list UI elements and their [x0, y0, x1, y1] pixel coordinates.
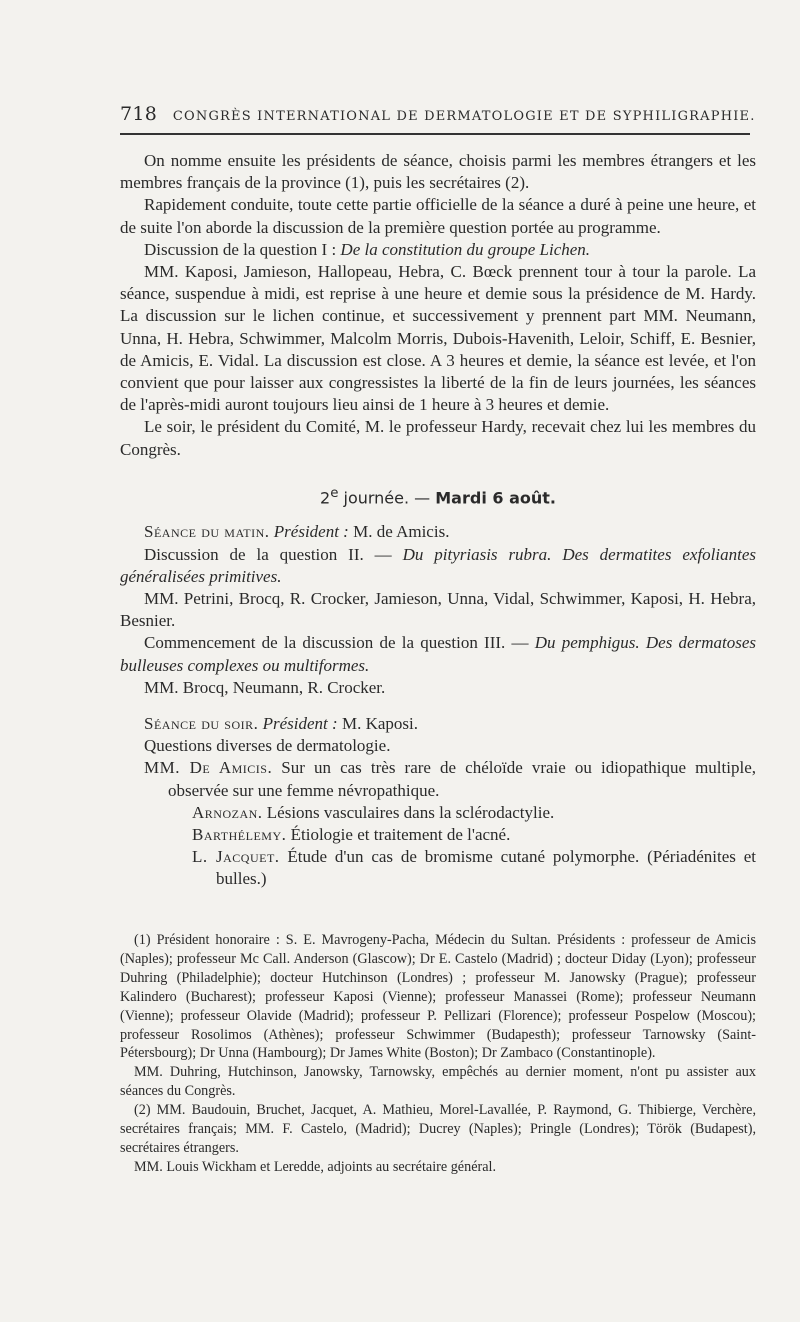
- communication-title: Lésions vasculaires dans la sclérodactylie.: [262, 802, 555, 822]
- footnotes: [120, 931, 756, 1177]
- paragraph: MM. Brocq, Neumann, R. Crocker.: [144, 677, 386, 697]
- footnote: (1) Président honoraire : S. E. Mavrogeny-Pacha, Médecin du Sultan. Présidents : professeur de Amicis (Naples); professeur Mc Call. Anderson (Glascow); Dr E. Castelo (Madrid) ; docteur Diday (Lyon); professeur Duhring (Philadelphie); docteur Hutchinson (Londres) ; professeur M. Janowsky (Prague); professeur Kalindero (Bucharest); professeur Kaposi (Vienne); professeur Manassei (Rome); professeur Neumann (Vienne); professeur Olavide (Madrid); professeur P. Pellizari (Florence); professeur Pospelow (Moscou); professeur Rosolimos (Athènes); professeur Schwimmer (Budapesth); professeur Tarnowsky (Saint-Pétersbourg); Dr Unna (Hambourg); Dr James White (Boston); Dr Zambaco (Constantinople).: [120, 932, 756, 1062]
- paragraph: On nomme ensuite les présidents de séance, choisis parmi les membres étrangers et les membres français de la province (1), puis les secrétaires (2).: [120, 151, 756, 193]
- day-word: journée. —: [338, 488, 436, 508]
- paragraph: [120, 632, 756, 676]
- paragraph: MM. Petrini, Brocq, R. Crocker, Jamieson, Unna, Vidal, Schwimmer, Kaposi, H. Hebra, Besnier.: [120, 588, 756, 631]
- communication: [120, 824, 756, 846]
- header-rule: [120, 133, 750, 135]
- communication: [120, 846, 756, 890]
- paragraph: Le soir, le président du Comité, M. le professeur Hardy, recevait chez lui les membres du Congrès.: [120, 417, 756, 459]
- speaker: L. Jacquet.: [192, 847, 280, 867]
- running-header: [120, 103, 760, 125]
- paragraph: MM. Kaposi, Jamieson, Hallopeau, Hebra, C. Bœck prennent tour à tour la parole. La séance, suspendue à midi, est reprise à une heure et demie sous la présidence de M. Hardy. La discussion sur le lichen continue, et successivement y prennent part MM. Neumann, Unna, H. Hebra, Schwimmer, Malcolm Morris, Dubois-Havenith, Leloir, Schiff, E. Besnier, de Amicis, E. Vidal. La discussion est close. A 3 heures et demie, la séance est levée, et l'on convient que pour laisser aux congressistes la liberté de la fin de leurs journées, les séances de l'après-midi auront toujours lieu ainsi de 1 heure à 3 heures et demie.: [120, 262, 756, 415]
- day-date: Mardi 6 août.: [435, 488, 556, 508]
- day-heading: [120, 483, 756, 510]
- president-name: M. de Amicis.: [353, 522, 450, 542]
- paragraph: [120, 544, 756, 588]
- paragraph: Rapidement conduite, toute cette partie officielle de la séance a duré à peine une heure, et de suite l'on aborde la discussion de la première question portée au programme.: [120, 195, 756, 237]
- communication: [120, 757, 756, 801]
- communication-title: Sur un cas très rare de chéloïde vraie ou idiopathique multiple, observée sur une femme névropathique.: [168, 758, 756, 800]
- text: Discussion de la question II. —: [144, 544, 403, 564]
- paragraph: Questions diverses de dermatologie.: [144, 736, 391, 756]
- day-sup: e: [330, 485, 339, 501]
- main-text: [120, 150, 756, 891]
- session-heading: [120, 521, 756, 543]
- footnote: (2) MM. Baudouin, Bruchet, Jacquet, A. Mathieu, Morel-Lavallée, P. Raymond, G. Thibierge, Verchère, secrétaires français; MM. F. Castelo, (Madrid); Ducrey (Naples); Pringle (Londres); Török (Budapest), secrétaires étrangers.: [120, 1102, 756, 1156]
- running-title: CONGRÈS INTERNATIONAL DE DERMATOLOGIE ET DE SYPHILIGRAPHIE.: [172, 109, 756, 124]
- spacer: [120, 699, 756, 713]
- communication-title: Étiologie et traitement de l'acné.: [286, 825, 511, 845]
- communication: [120, 802, 756, 824]
- question-title: Du pityriasis rubra. Des dermatites exfoliantes généralisées primitives.: [120, 544, 756, 586]
- page-number: 718: [120, 103, 158, 125]
- session-label: Séance du matin.: [144, 522, 270, 542]
- text: Discussion de la question I :: [144, 239, 341, 259]
- session-heading: [120, 713, 756, 735]
- footnote: MM. Duhring, Hutchinson, Janowsky, Tarnowsky, empêchés au dernier moment, n'ont pu assister aux séances du Congrès.: [120, 1064, 756, 1100]
- speaker: Barthélemy.: [192, 825, 287, 845]
- president-label: Président :: [269, 522, 354, 542]
- president-label: Président :: [258, 714, 342, 733]
- footnote: MM. Louis Wickham et Leredde, adjoints au secrétaire général.: [134, 1158, 496, 1175]
- communication-title: Étude d'un cas de bromisme cutané polymorphe. (Périadénites et bulles.): [216, 847, 756, 889]
- day-number: 2: [320, 488, 331, 508]
- speaker: MM. De Amicis.: [144, 758, 273, 778]
- text: Commencement de la discussion de la question III. —: [144, 633, 535, 653]
- paragraph: [120, 239, 756, 261]
- session-label: Séance du soir.: [144, 714, 259, 733]
- speaker: Arnozan.: [192, 802, 263, 822]
- president-name: M. Kaposi.: [341, 714, 418, 733]
- question-title: Du pemphigus. Des dermatoses bulleuses complexes ou multiformes.: [120, 633, 756, 675]
- question-title: De la constitution du groupe Lichen.: [340, 239, 591, 259]
